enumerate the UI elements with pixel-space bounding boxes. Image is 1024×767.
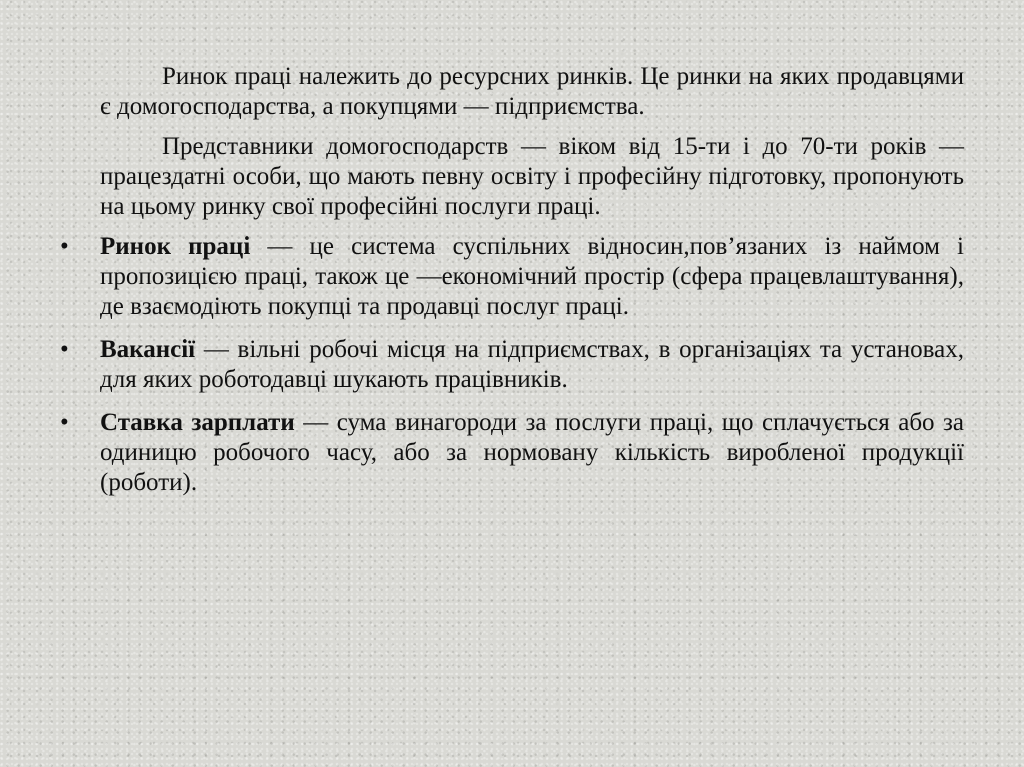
households-paragraph: Представники домогосподарств — віком від 15-ти і до 70-ти років — працездатні особи, що мають певну освіту і професійну підготовку, пропонують на цьому ринку свої професійні послуги праці. — [100, 133, 964, 220]
bullet-term: Ставка зарплати — [100, 409, 295, 436]
intro-paragraph: Ринок праці належить до ресурсних ринків. Це ринки на яких продавцями є домогосподарства, а покупцями — підприємства. — [100, 63, 964, 120]
bullet-text — [100, 335, 964, 395]
bullet-text — [100, 408, 964, 498]
bullet-definition: — це система суспільних відносин,пов’язаних із наймом і пропозицією праці, також це —економічний простір (сфера працевлаштування), де взаємодіють покупці та продавці послуг праці. — [100, 233, 964, 320]
bullet-term: Вакансії — [100, 336, 196, 363]
bullet-labor-market — [60, 232, 964, 322]
bullet-definition: — сума винагороди за послуги праці, що сплачується або за одиницю робочого часу, або за нормовану кількість виробленої продукції (роботи). — [100, 409, 964, 496]
bullet-definition: — вільні робочі місця на підприємствах, в організаціях та установах, для яких роботодавці шукають працівників. — [100, 336, 964, 393]
bullet-wage-rate — [60, 408, 964, 498]
bullet-vacancies — [60, 335, 964, 395]
bullet-icon: • — [60, 336, 69, 363]
bullet-icon: • — [60, 233, 69, 260]
bullet-term: Ринок праці — [100, 233, 251, 260]
slide-content — [60, 62, 964, 511]
bullet-icon: • — [60, 409, 69, 436]
bullet-text — [100, 232, 964, 322]
